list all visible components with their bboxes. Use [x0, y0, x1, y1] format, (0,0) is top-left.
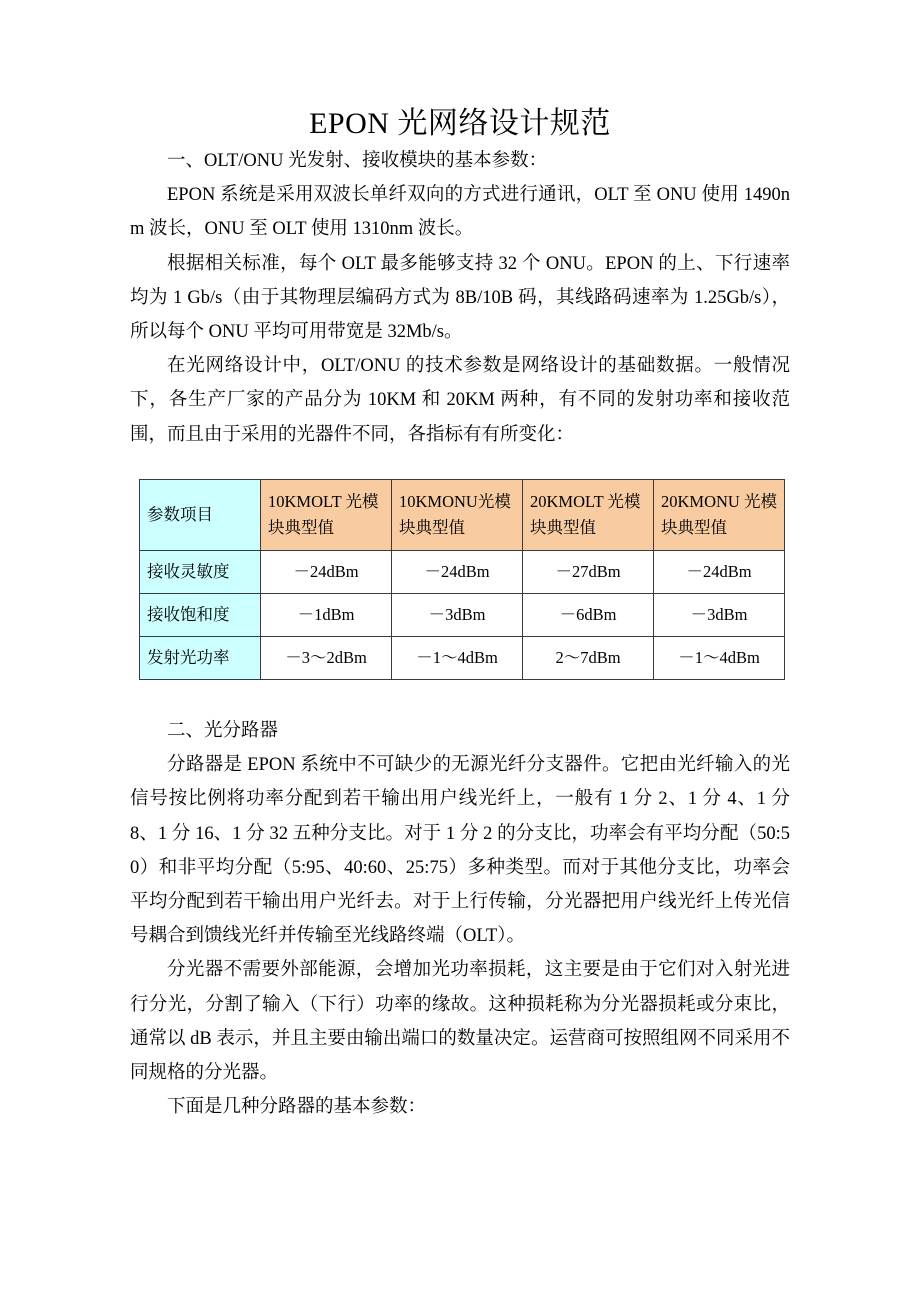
table-row [140, 550, 785, 593]
table-row [140, 636, 785, 679]
table-row-label: 接收灵敏度 [140, 550, 261, 593]
table-header-row [140, 479, 785, 550]
section-two-paragraph-1: 分路器是 EPON 系统中不可缺少的无源光纤分支器件。它把由光纤输入的光信号按比例将功率分配到若干输出用户线光纤上，一般有 1 分 2、1 分 4、1 分 8、1 分 16、1 分 32 五种分支比。对于 1 分 2 的分支比，功率会有平均分配（50:50）和非平均分配（5:95、40:60、25:75）多种类型。而对于其他分支比，功率会平均分配到若干输出用户光纤去。对于上行传输，分光器把用户线光纤上传光信号耦合到馈线光纤并传输至光线路终端（OLT）。 [130, 755, 790, 947]
document-content [130, 0, 790, 1124]
table-cell: 2～7dBm [523, 636, 654, 679]
table-cell: －3～2dBm [261, 636, 392, 679]
table-row-label: 接收饱和度 [140, 593, 261, 636]
table-bottom-spacer [130, 680, 790, 714]
table-cell: －1～4dBm [392, 636, 523, 679]
table-header-cell-3: 20KMOLT 光模块典型值 [523, 479, 654, 550]
section-one-paragraph-1: EPON 系统是采用双波长单纤双向的方式进行通讯，OLT 至 ONU 使用 1490nm 波长，ONU 至 OLT 使用 1310nm 波长。 [130, 185, 790, 240]
table-header-cell-0: 参数项目 [140, 479, 261, 550]
table-header-cell-1: 10KMOLT 光模块典型值 [261, 479, 392, 550]
page-title: EPON 光网络设计规范 [309, 107, 611, 140]
section-two-paragraph-2: 分光器不需要外部能源，会增加光功率损耗，这主要是由于它们对入射光进行分光，分割了输入（下行）功率的缘故。这种损耗称为分光器损耗或分束比，通常以 dB 表示，并且主要由输出端口的数量决定。运营商可按照组网不同采用不同规格的分光器。 [130, 960, 790, 1084]
table-cell: －6dBm [523, 593, 654, 636]
section-one-heading: 一、OLT/ONU 光发射、接收模块的基本参数： [167, 151, 548, 171]
table-cell: －24dBm [654, 550, 785, 593]
section-two-paragraph-3: 下面是几种分路器的基本参数： [167, 1097, 427, 1118]
table-cell: －3dBm [654, 593, 785, 636]
table-header-cell-2: 10KMONU光模块典型值 [392, 479, 523, 550]
table-header-cell-4: 20KMONU 光模块典型值 [654, 479, 785, 550]
table-cell: －27dBm [523, 550, 654, 593]
parameter-table [139, 479, 785, 680]
table-cell: －24dBm [261, 550, 392, 593]
section-two-heading: 二、光分路器 [167, 721, 279, 742]
table-cell: －1～4dBm [654, 636, 785, 679]
section-one-paragraph-3: 在光网络设计中，OLT/ONU 的技术参数是网络设计的基础数据。一般情况下，各生产厂家的产品分为 10KM 和 20KM 两种，有不同的发射功率和接收范围，而且由于采用的光器件不同，各指标有有所变化： [130, 356, 790, 445]
section-one-paragraph-2: 根据相关标准，每个 OLT 最多能够支持 32 个 ONU。EPON 的上、下行速率均为 1 Gb/s（由于其物理层编码方式为 8B/10B 码，其线路码速率为 1.25Gb/s），所以每个 ONU 平均可用带宽是 32Mb/s。 [130, 253, 790, 343]
table-row [140, 593, 785, 636]
table-row-label: 发射光功率 [140, 636, 261, 679]
table-cell: －1dBm [261, 593, 392, 636]
table-cell: －3dBm [392, 593, 523, 636]
table-cell: －24dBm [392, 550, 523, 593]
parameter-table-container [139, 479, 790, 680]
